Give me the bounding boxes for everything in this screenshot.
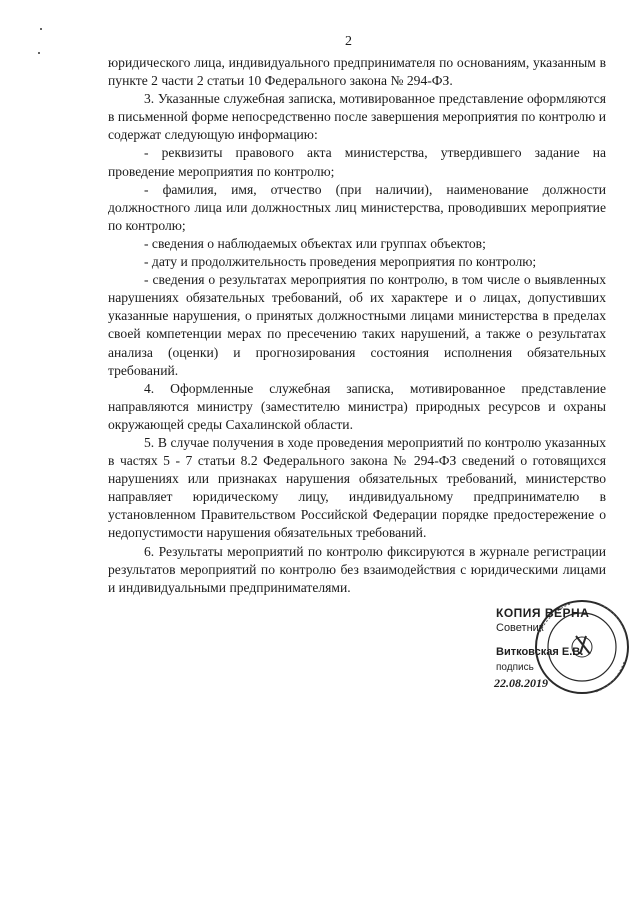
list-item-date: - дату и продолжительность проведения мероприятия по контролю; <box>144 254 537 270</box>
list-item-results: - сведения о результатах мероприятия по контролю, в том числе о выявленных нарушениях обязательных требований, об их характере и о лицах, допустивших указанные нарушения, о принятых должностными лицами министерства в пределах своей компетенции мерах по пресечению таких нарушений, а также о результатах анализа (оценки) и прогнозирования состояния исполнения обязательных требований. <box>108 272 606 378</box>
scan-speck <box>40 28 42 30</box>
paragraph-4: 4. Оформленные служебная записка, мотивированное представление направляются министру (заместителю министра) природных ресурсов и охраны окружающей среды Сахалинской области. <box>108 380 606 432</box>
paragraph-3: 3. Указанные служебная записка, мотивированное представление оформляются в письменной форме непосредственно после завершения мероприятия по контролю и содержат следующую информацию: <box>108 91 606 143</box>
list-item-officials: - фамилия, имя, отчество (при наличии), наименование должности должностного лица или должностных лиц министерства, проводивших мероприятие по контролю; <box>108 181 606 233</box>
position-label: Советник <box>496 622 544 634</box>
page-number: 2 <box>345 34 352 49</box>
list-item-objects: - сведения о наблюдаемых объектах или группах объектов; <box>144 235 486 251</box>
paragraph-continuation: юридического лица, индивидуального предпринимателя по основаниям, указанным в пункте 2 части 2 статьи 10 Федерального закона № 294-ФЗ. <box>108 55 606 89</box>
certifier-name: Витковская Е.В. <box>496 646 584 658</box>
signature-label: подпись <box>496 662 534 673</box>
list-item-legal-act: - реквизиты правового акта министерства, утвердившего задание на проведение мероприятия по контролю; <box>108 145 606 179</box>
paragraph-6: 6. Результаты мероприятий по контролю фиксируются в журнале регистрации результатов мероприятий по контролю без взаимодействия с юридическими лицами и индивидуальными предпринимателями. <box>108 543 606 595</box>
copy-verified-label: КОПИЯ ВЕРНА <box>496 606 590 620</box>
scan-speck <box>38 52 40 54</box>
certification-date: 22.08.2019 <box>494 676 548 690</box>
document-body <box>108 54 606 597</box>
certification-stamp <box>490 600 630 710</box>
paragraph-5: 5. В случае получения в ходе проведения мероприятий по контролю указанных в частях 5 - 7 статьи 8.2 Федерального закона № 294-ФЗ сведений о готовящихся нарушениях или признаках нарушения обязательных требований, министерство направляет юридическому лицу, индивидуальному предпринимателю в установленном Правительством Российской Федерации порядке предостережение о недопустимости нарушения обязательных требований. <box>108 434 606 541</box>
